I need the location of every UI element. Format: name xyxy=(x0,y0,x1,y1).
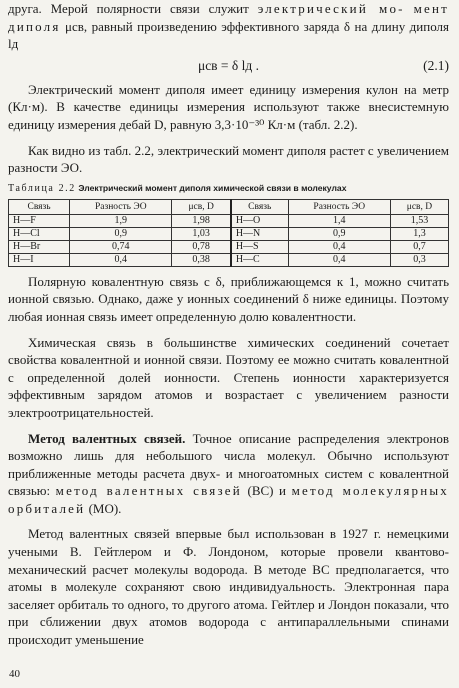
table-cell: H—N xyxy=(231,227,288,240)
table-cell: 0,3 xyxy=(390,253,448,266)
intro-emphasis-2a: мент xyxy=(413,1,450,16)
table-cell: 0,74 xyxy=(70,240,172,253)
table-cell: H—O xyxy=(231,214,288,227)
intro-paragraph xyxy=(8,0,449,53)
page-number: 40 xyxy=(9,668,20,680)
paragraph-vb-method xyxy=(8,430,449,518)
intro-line2: μсв, равный произведению эффективного заряда δ xyxy=(65,18,351,34)
table-cell: H—I xyxy=(9,253,70,266)
table-cell: H—F xyxy=(9,214,70,227)
dipole-moment-table xyxy=(8,199,449,267)
paragraph-ionic: Полярную ковалентную связь с δ, приближающемся к 1, можно считать ионной связью. Однако, даже у ионных соединений δ ниже единицы. Поэтому любая ионная связь имеет определенную долю ковалентности. xyxy=(8,273,449,324)
intro-emphasis: электрический мо- xyxy=(257,1,405,16)
table-cell: 0,9 xyxy=(288,227,390,240)
table-row xyxy=(9,240,449,253)
table-cell: 1,03 xyxy=(172,227,231,240)
vb-heading: Метод валентных связей. xyxy=(28,430,186,446)
header-bond-2: Связь xyxy=(231,199,288,214)
paragraph-dipole-unit: Электрический момент диполя имеет единицу измерения кулон на метр (Кл·м). В качестве единицы измерения используют также внесистемную единицу измерения дебай D, равную 3,3·10⁻³⁰ Кл·м (табл. 2.2). xyxy=(8,81,449,132)
paragraph-combined: Химическая связь в большинстве химических соединений сочетает свойства ковалентной и ионной связи. Поэтому ее можно считать ковалентной с определенной долей ионности. Степень ионности характеризуется эффективным зарядом атомов и возрастает с увеличением разности электроотрицательностей. xyxy=(8,334,449,420)
table-caption xyxy=(8,181,449,196)
table-cell: H—Cl xyxy=(9,227,70,240)
table-row xyxy=(9,253,449,266)
formula-expression: μсв = δ lд . xyxy=(197,57,260,73)
table-header-row xyxy=(9,199,449,214)
formula-2-1 xyxy=(8,57,449,75)
table-cell: 1,3 xyxy=(390,227,448,240)
header-bond: Связь xyxy=(9,199,70,214)
table-cell: 0,7 xyxy=(390,240,448,253)
intro-line1: друга. Мерой полярности связи служит xyxy=(8,1,249,16)
table-cell: 0,4 xyxy=(288,240,390,253)
table-label: Таблица 2.2 xyxy=(8,182,76,194)
table-row xyxy=(9,227,449,240)
formula-number: (2.1) xyxy=(423,57,449,73)
vb-text: Точное описание распределения электронов возможно лишь для небольшого числа молекул. Обычно используют приближенные методы расчета двух- и многоатомных систем с ковалентной связью: xyxy=(8,430,450,499)
table-cell: H—S xyxy=(231,240,288,253)
table-cell: H—Br xyxy=(9,240,70,253)
table-cell: 0,38 xyxy=(172,253,231,266)
table-cell: 1,9 xyxy=(70,214,172,227)
mo-abbr: (МО). xyxy=(88,500,122,516)
intro-emphasis-2: диполя xyxy=(8,18,61,34)
table-cell: 0,9 xyxy=(70,227,172,240)
table-cell: H—C xyxy=(231,253,288,266)
table-cell: 1,53 xyxy=(390,214,448,227)
vb-method-name: метод валентных связей xyxy=(55,483,242,499)
table-title: Электрический момент диполя химической связи в молекулах xyxy=(78,182,347,193)
table-row xyxy=(9,214,449,227)
table-cell: 0,4 xyxy=(70,253,172,266)
header-en-diff: Разность ЭО xyxy=(70,199,172,214)
table-cell: 0,78 xyxy=(172,240,231,253)
table-cell: 1,4 xyxy=(288,214,390,227)
header-dipole-2: μсв, D xyxy=(390,199,448,214)
mo-method-name: метод молекулярных орбиталей xyxy=(8,483,450,516)
paragraph-history: Метод валентных связей впервые был использован в 1927 г. немецкими учеными В. Гейтлером и Ф. Лондоном, которые провели квантово-механический расчет молекулы водорода. В методе ВС предполагается, что атомы в молекуле сохраняют свою индивидуальность. Электронная пара заселяет орбиталь то одного, то другого атома. Гейтлер и Лондон показали, что при сближении двух атомов водорода с антипараллельными спинами происходит уменьшение xyxy=(8,526,449,648)
paragraph-dipole-trend: Как видно из табл. 2.2, электрический момент диполя растет с увеличением разности ЭО. xyxy=(8,142,449,176)
table-cell: 0,4 xyxy=(288,253,390,266)
vb-abbr: (ВС) и xyxy=(247,483,287,499)
table-cell: 1,98 xyxy=(172,214,231,227)
intro-line3: на длину диполя lд xyxy=(8,18,450,52)
header-en-diff-2: Разность ЭО xyxy=(288,199,390,214)
header-dipole: μсв, D xyxy=(172,199,231,214)
